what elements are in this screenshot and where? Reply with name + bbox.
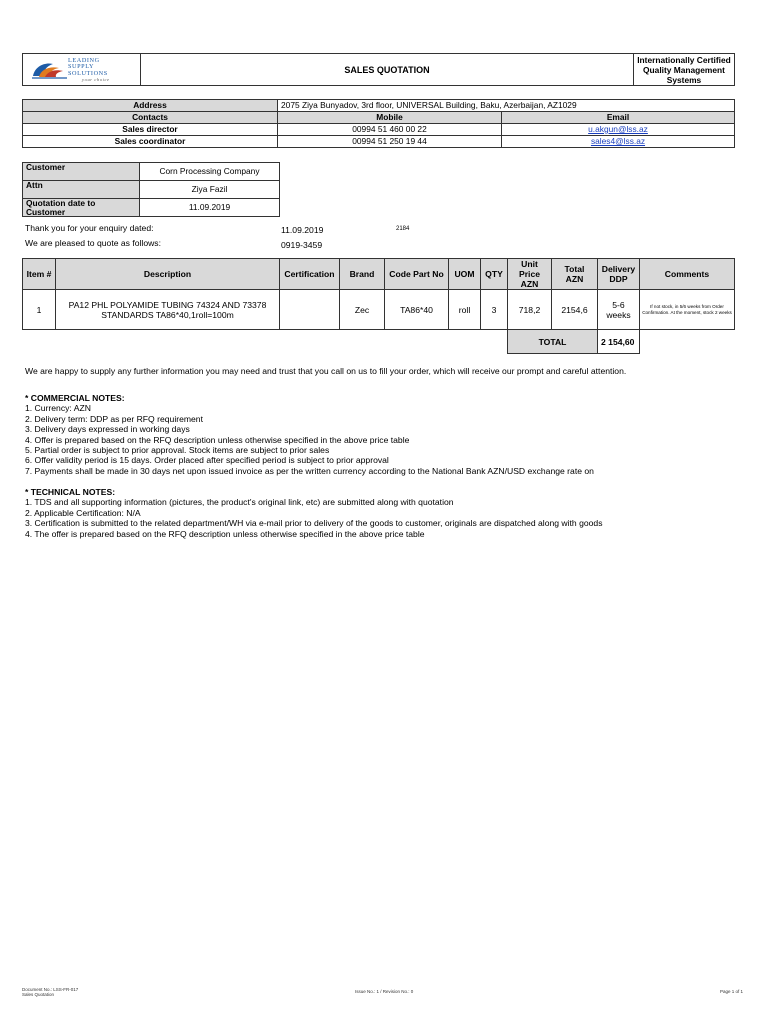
email-header: Email <box>502 112 735 124</box>
header-code: Code Part No <box>385 259 449 290</box>
total-label: TOTAL <box>508 330 598 354</box>
technical-note: 3. Certification is submitted to the related department/WH via e-mail prior to delivery of the goods to customer, originals are dispatched along with goods <box>25 518 603 529</box>
customer-table <box>22 162 280 217</box>
enquiry-ref-small: 2184 <box>396 226 410 232</box>
contact-row <box>23 124 735 136</box>
cert-line-1: Internationally Certified <box>637 54 731 65</box>
commercial-note: 7. Payments shall be made in 30 days net upon issued invoice as per the written currency according to the National Bank AZN/USD exchange rate on <box>25 465 594 476</box>
table-row <box>23 290 735 330</box>
customer-label: Customer <box>23 163 140 181</box>
attn-value: Ziya Fazil <box>140 181 280 199</box>
address-label: Address <box>23 100 278 112</box>
quotation-date-value: 11.09.2019 <box>140 199 280 217</box>
quotation-date-label: Quotation date to Customer <box>23 199 140 217</box>
contact-role: Sales director <box>23 124 278 136</box>
address-value: 2075 Ziya Bunyadov, 3rd floor, UNIVERSAL Building, Baku, Azerbaijan, AZ1029 <box>278 100 735 112</box>
cert-line-2: Quality Management <box>643 64 725 75</box>
commercial-notes <box>25 393 745 476</box>
header-uom: UOM <box>449 259 481 290</box>
contact-email-link[interactable]: u.akgun@lss.az <box>588 124 648 134</box>
mobile-header: Mobile <box>278 112 502 124</box>
attn-label: Attn <box>23 181 140 199</box>
technical-notes-title: * TECHNICAL NOTES: <box>25 487 116 497</box>
footer-issue: Issue No.: 1 / Revision No.: 0 <box>355 989 414 994</box>
logo-line-3: SOLUTIONS <box>68 69 108 77</box>
contact-mobile: 00994 51 460 00 22 <box>278 124 502 136</box>
technical-notes <box>25 487 745 539</box>
closing-statement: We are happy to supply any further information you may need and trust that you call on us to fill your order, which will receive our prompt and careful attention. <box>25 366 627 376</box>
cert-line-3: Systems <box>666 74 702 85</box>
header-delivery: Delivery DDP <box>598 259 640 290</box>
commercial-note: 1. Currency: AZN <box>25 403 91 414</box>
certification-box <box>633 54 734 85</box>
cell-description: PA12 PHL POLYAMIDE TUBING 74324 AND 73378 STANDARDS TA86*40,1roll=100m <box>56 290 280 330</box>
cell-item: 1 <box>23 290 56 330</box>
footer-doc-info <box>22 987 78 997</box>
commercial-note: 5. Partial order is subject to prior approval. Stock items are subject to prior sales <box>25 445 330 456</box>
cell-brand: Zec <box>340 290 385 330</box>
total-row <box>23 330 735 354</box>
header-comments: Comments <box>640 259 735 290</box>
cell-comments: If not stock, in 5/6 weeks from Order Confirmation. At the moment, stock 2 weeks <box>640 290 735 330</box>
contacts-table <box>22 99 735 148</box>
cell-total: 2154,6 <box>552 290 598 330</box>
header-certification: Certification <box>280 259 340 290</box>
pleased-text: We are pleased to quote as follows: <box>25 238 161 248</box>
contact-row <box>23 136 735 148</box>
document-title: SALES QUOTATION <box>344 64 430 75</box>
footer-doc-name: Sales Quotation <box>22 992 55 997</box>
document-header <box>22 53 735 86</box>
items-table <box>22 258 735 354</box>
cell-code: TA86*40 <box>385 290 449 330</box>
header-item: Item # <box>23 259 56 290</box>
header-description: Description <box>56 259 280 290</box>
logo-tagline: your choice <box>82 76 110 82</box>
cell-certification <box>280 290 340 330</box>
thank-you-text: Thank you for your enquiry dated: <box>25 223 154 233</box>
customer-value: Corn Processing Company <box>140 163 280 181</box>
contact-role: Sales coordinator <box>23 136 278 148</box>
commercial-note: 3. Delivery days expressed in working days <box>25 424 190 435</box>
commercial-note: 6. Offer validity period is 15 days. Order placed after specified period is subject to prior approval <box>25 455 389 466</box>
commercial-note: 2. Delivery term: DDP as per RFQ requirement <box>25 413 203 424</box>
commercial-note: 4. Offer is prepared based on the RFQ description unless otherwise specified in the above price table <box>25 434 410 445</box>
technical-note: 2. Applicable Certification: N/A <box>25 507 141 518</box>
contacts-label: Contacts <box>23 112 278 124</box>
footer-doc-no: Document No.: LSS-FR-017 <box>22 987 79 992</box>
technical-note: 1. TDS and all supporting information (pictures, the product's original link, etc) are submitted along with quotation <box>25 497 454 508</box>
footer-page: Page 1 of 1 <box>720 989 744 994</box>
logo-line-1: LEADING <box>68 57 100 64</box>
cell-uom: roll <box>449 290 481 330</box>
header-brand: Brand <box>340 259 385 290</box>
cell-unit-price: 718,2 <box>508 290 552 330</box>
quote-reference: 0919-3459 <box>281 240 323 250</box>
logo-line-2: SUPPLY <box>68 63 95 71</box>
header-unit-price: Unit Price AZN <box>508 259 552 290</box>
cell-delivery: 5-6 weeks <box>598 290 640 330</box>
contact-email-link[interactable]: sales4@lss.az <box>590 136 646 146</box>
header-total: Total AZN <box>552 259 598 290</box>
total-value: 2 154,60 <box>598 330 640 354</box>
contact-mobile: 00994 51 250 19 44 <box>278 136 502 148</box>
company-logo <box>23 54 141 85</box>
header-qty: QTY <box>481 259 508 290</box>
enquiry-date: 11.09.2019 <box>281 225 324 235</box>
commercial-notes-title: * COMMERCIAL NOTES: <box>25 393 125 403</box>
cell-qty: 3 <box>481 290 508 330</box>
technical-note: 4. The offer is prepared based on the RFQ description unless otherwise specified in the above price table <box>25 528 425 539</box>
